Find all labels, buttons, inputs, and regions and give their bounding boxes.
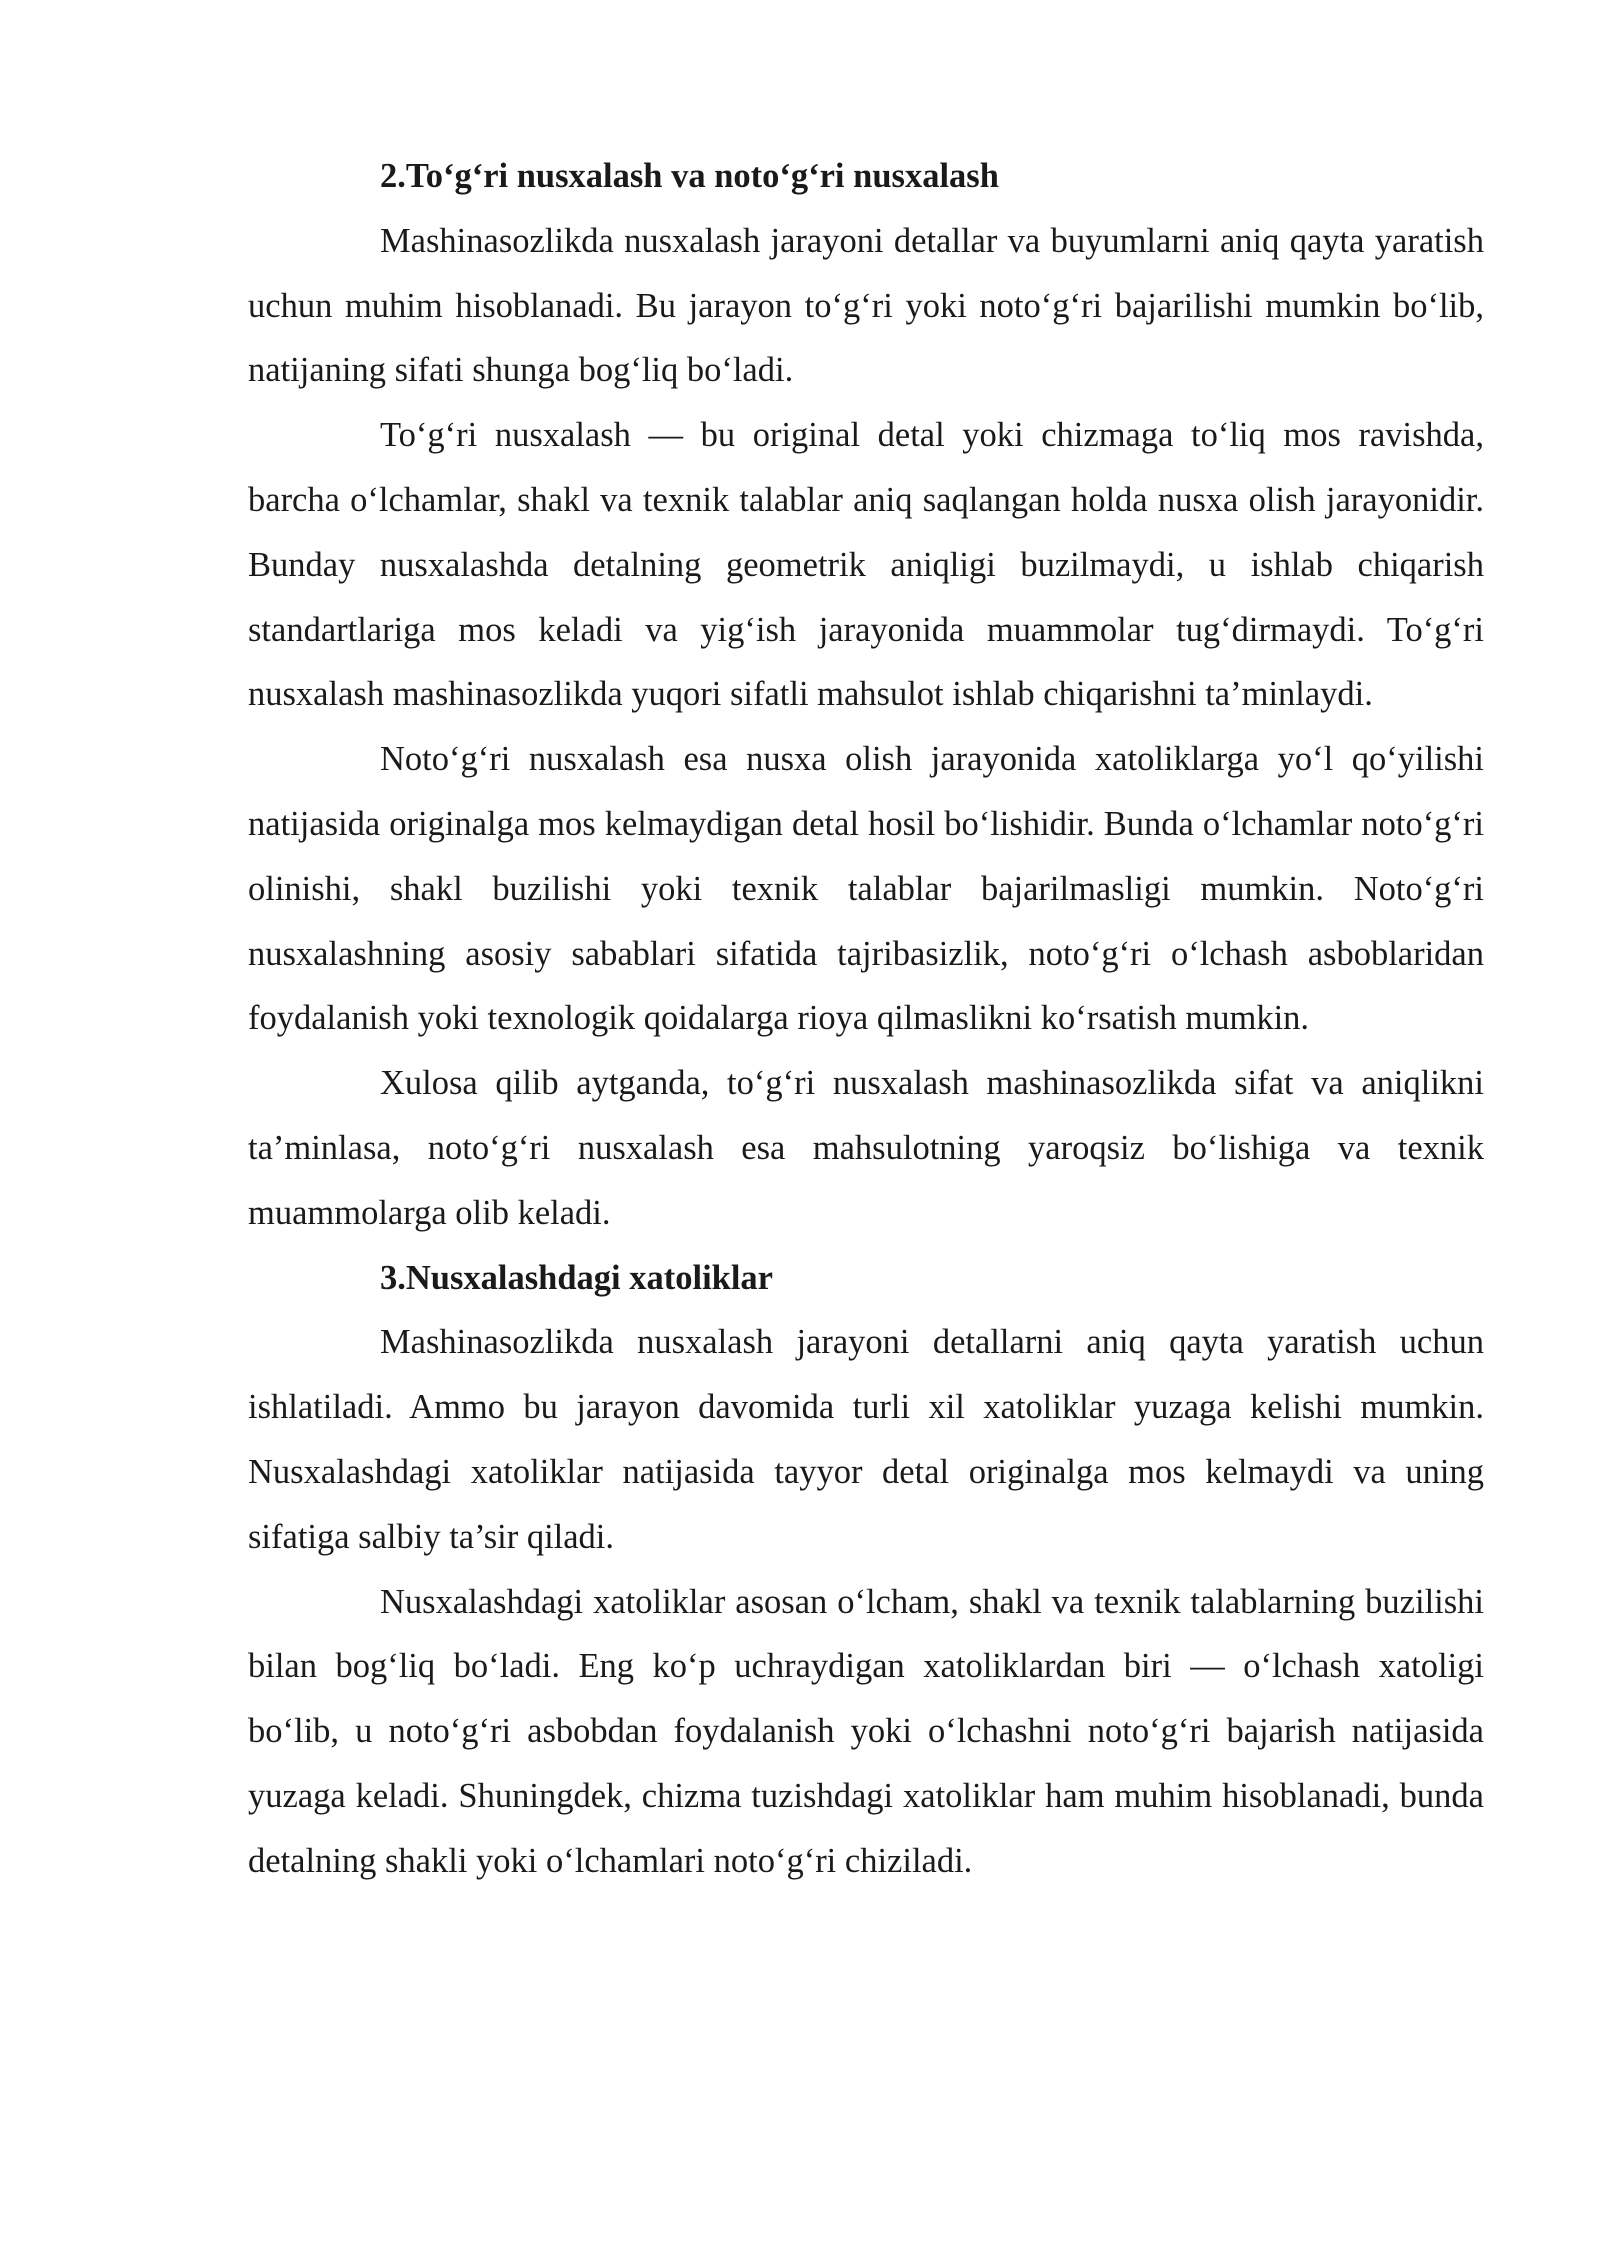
document-body — [248, 144, 1484, 1894]
section-3-paragraph-1: Mashinasozlikda nusxalash jarayoni detallarni aniq qayta yaratish uchun ishlatiladi. Ammo bu jarayon davomida turli xil xatoliklar yuzaga kelishi mumkin. Nusxalashdagi xatoliklar natijasida tayyor detal originalga mos kelmaydi va uning sifatiga salbiy ta’sir qiladi. — [248, 1323, 1484, 1556]
section-3-heading: 3.Nusxalashdagi xatoliklar — [380, 1258, 773, 1297]
section-2-paragraph-3: Noto‘g‘ri nusxalash esa nusxa olish jarayonida xatoliklarga yo‘l qo‘yilishi natijasida originalga mos kelmaydigan detal hosil bo‘lishidir. Bunda o‘lchamlar noto‘g‘ri olinishi, shakl buzilishi yoki texnik talablar bajarilmasligi mumkin. Noto‘g‘ri nusxalashning asosiy sabablari sifatida tajribasizlik, noto‘g‘ri o‘lchash asboblaridan foydalanish yoki texnologik qoidalarga rioya qilmaslikni ko‘rsatish mumkin. — [248, 740, 1484, 1038]
section-2-paragraph-4: Xulosa qilib aytganda, to‘g‘ri nusxalash mashinasozlikda sifat va aniqlikni ta’minlasa, noto‘g‘ri nusxalash esa mahsulotning yaroqsiz bo‘lishiga va texnik muammolarga olib keladi. — [248, 1064, 1484, 1232]
section-2-heading: 2.To‘g‘ri nusxalash va noto‘g‘ri nusxalash — [380, 157, 999, 195]
section-2-paragraph-1: Mashinasozlikda nusxalash jarayoni detallar va buyumlarni aniq qayta yaratish uchun muhim hisoblanadi. Bu jarayon to‘g‘ri yoki noto‘g‘ri bajarilishi mumkin bo‘lib, natijaning sifati shunga bog‘liq bo‘ladi. — [248, 221, 1484, 390]
section-3-paragraph-2: Nusxalashdagi xatoliklar asosan o‘lcham, shakl va texnik talablarning buzilishi bilan bog‘liq bo‘ladi. Eng ko‘p uchraydigan xatoliklardan biri — o‘lchash xatoligi bo‘lib, u noto‘g‘ri asbobdan foydalanish yoki o‘lchashni noto‘g‘ri bajarish natijasida yuzaga keladi. Shuningdek, chizma tuzishdagi xatoliklar ham muhim hisoblanadi, bunda detalning shakli yoki o‘lchamlari noto‘g‘ri chiziladi. — [248, 1582, 1484, 1880]
section-2-paragraph-2: To‘g‘ri nusxalash — bu original detal yoki chizmaga to‘liq mos ravishda, barcha o‘lchamlar, shakl va texnik talablar aniq saqlangan holda nusxa olish jarayonidir. Bunday nusxalashda detalning geometrik aniqligi buzilmaydi, u ishlab chiqarish standartlariga mos keladi va yig‘ish jarayonida muammolar tug‘dirmaydi. To‘g‘ri nusxalash mashinasozlikda yuqori sifatli mahsulot ishlab chiqarishni ta’minlaydi. — [248, 416, 1484, 714]
